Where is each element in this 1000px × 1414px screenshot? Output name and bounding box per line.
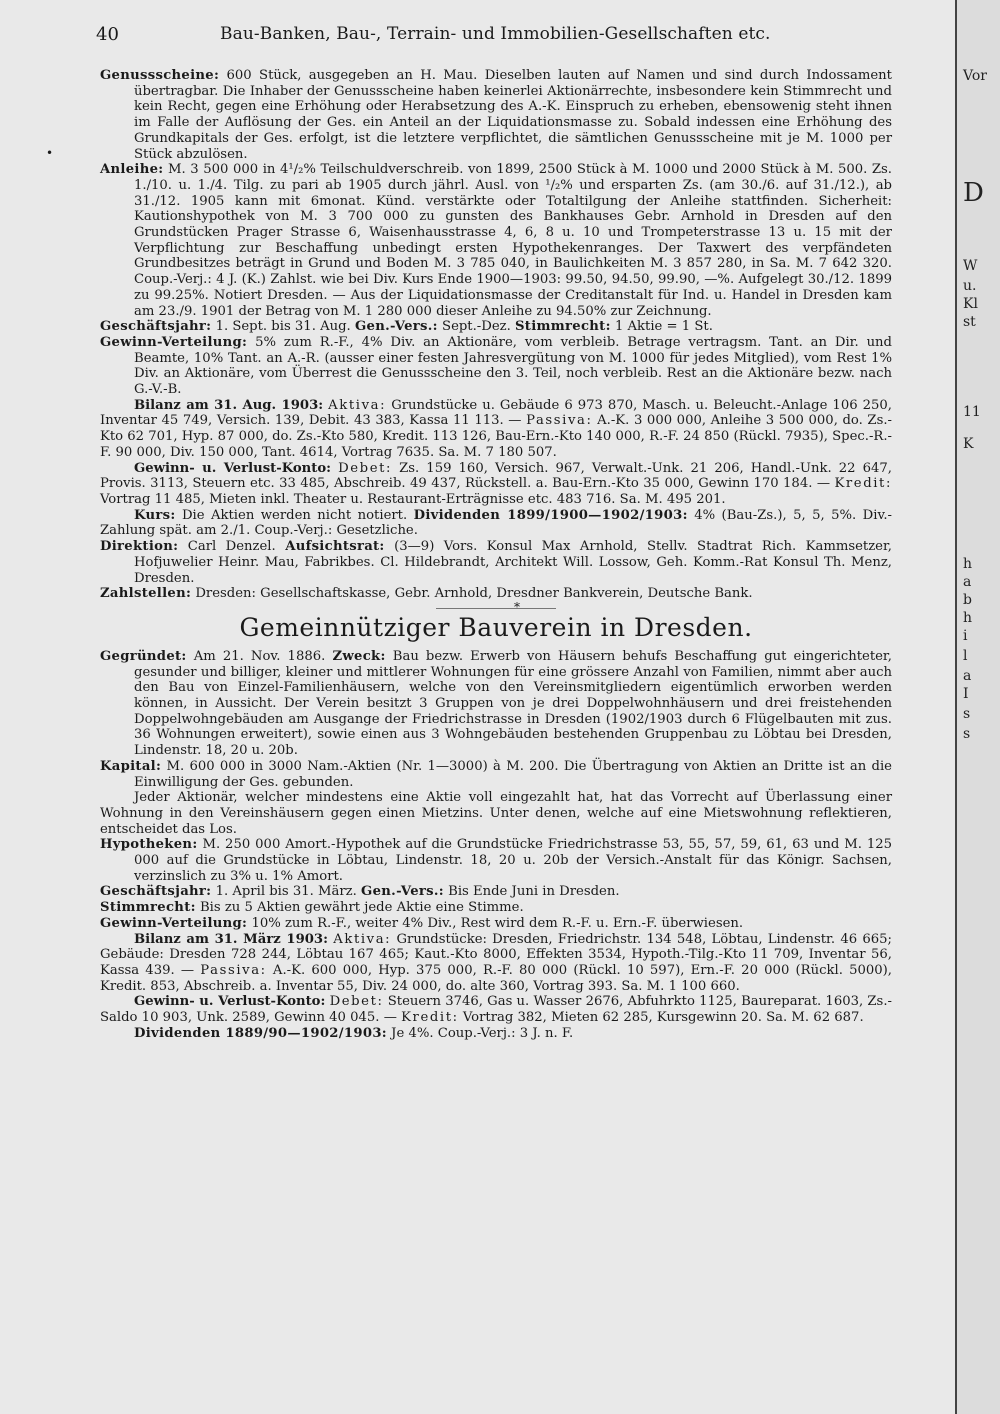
strip-fragment: D: [963, 178, 984, 208]
label-passiva: Passiva:: [526, 413, 593, 429]
adjacent-page-strip: [955, 0, 1000, 1414]
label-bilanz: Bilanz am 31. Aug. 1903:: [134, 397, 324, 413]
page-number: 40: [96, 24, 119, 45]
entry-bilanz: [100, 398, 892, 461]
entry-stimmrecht-2: [100, 900, 892, 916]
text-kapital: M. 600 000 in 3000 Nam.-Aktien (Nr. 1—3000) à M. 200. Die Übertragung von Aktien an Dritte ist an die Einwilligung der Ges. gebunden.: [134, 758, 892, 790]
page-content: [100, 68, 892, 1041]
label-stimmrecht-2: Stimmrecht:: [100, 900, 196, 916]
strip-fragment: i: [963, 628, 968, 644]
entry-zahlstellen: [100, 586, 892, 602]
text-gegruendet: Am 21. Nov. 1886.: [193, 648, 326, 664]
text-stimmrecht-2: Bis zu 5 Aktien gewährt jede Aktie eine Stimme.: [199, 900, 524, 916]
text-dividenden-2: Je 4%. Coup.-Verj.: 3 J. n. F.: [391, 1025, 574, 1041]
entry-hypotheken: [100, 837, 892, 884]
label-aufsichtsrat: Aufsichtsrat:: [285, 539, 385, 555]
divider-star: *: [514, 599, 520, 614]
text-genvers-2: Bis Ende Juni in Dresden.: [448, 884, 620, 900]
strip-fragment: st: [963, 314, 976, 330]
running-title: Bau-Banken, Bau-, Terrain- und Immobilien-Gesellschaften etc.: [220, 24, 771, 44]
entry-gegruendet: [100, 649, 892, 759]
text-stimmrecht: 1 Aktie = 1 St.: [614, 319, 713, 335]
text-aufsichtsrat: (3—9) Vors. Konsul Max Arnhold, Stellv. Stadtrat Rich. Kammsetzer, Hofjuwelier Heinr. Mau, Fabrikbes. Cl. Hildebrandt, Architekt Will. Lossow, Geh. Komm.-Rat Konsul Th. Menz, Dresden.: [134, 539, 892, 586]
entry-anleihe: [100, 162, 892, 319]
label-geschaeftsjahr: Geschäftsjahr:: [100, 319, 212, 335]
strip-fragment: b: [963, 592, 972, 608]
strip-fragment: a: [963, 574, 972, 590]
label-debet: Debet:: [338, 460, 393, 476]
label-kredit: Kredit:: [834, 476, 892, 492]
margin-mark: •: [46, 146, 54, 160]
text-geschaeftsjahr: 1. Sept. bis 31. Aug.: [215, 319, 351, 335]
entry-kurs: [100, 508, 892, 539]
section-divider: [436, 599, 556, 614]
label-aktiva-2: Aktiva:: [333, 931, 392, 947]
text-genvers: Sept.-Dez.: [442, 319, 511, 335]
entry-dividenden-2: [100, 1026, 892, 1042]
entry-genussscheine: [100, 68, 892, 162]
label-kredit-2: Kredit:: [401, 1010, 459, 1026]
label-zahlstellen: Zahlstellen:: [100, 586, 192, 602]
text-direktion: Carl Denzel.: [187, 539, 276, 555]
label-dividenden: Dividenden 1899/1900—1902/1903:: [413, 507, 688, 523]
label-gegruendet: Gegründet:: [100, 648, 187, 664]
entry-direktion: [100, 539, 892, 586]
strip-fragment: s: [963, 726, 971, 742]
label-zweck: Zweck:: [332, 648, 386, 664]
label-direktion: Direktion:: [100, 539, 179, 555]
text-kredit-2: Vortrag 382, Mieten 62 285, Kursgewinn 20. Sa. M. 62 687.: [462, 1010, 864, 1026]
text-kapital-para2: Jeder Aktionär, welcher mindestens eine Aktie voll eingezahlt hat, hat das Vorrecht auf Überlassung einer Wohnung in den Vereinshäusern gegen einen Mietzins. Unter denen, welche auf eine Mietswohnung reflektieren, entscheidet das Los.: [100, 790, 892, 837]
text-passiva-2: A.-K. 600 000, Hyp. 375 000, R.-F. 80 000 (Rückl. 10 597), Ern.-F. 20 000 (Rückl. 5000), Kredit. 853, Abschreib. a. Inventar 55, Div. 24 000, do. alte 360, Vortrag 393. Sa. M. 1 100 660.: [100, 962, 892, 994]
company-title: Gemeinnütziger Bauverein in Dresden.: [239, 612, 753, 642]
text-debet: Zs. 159 160, Versich. 967, Verwalt.-Unk. 21 206, Handl.-Unk. 22 647, Provis. 3113, Steuern etc. 33 485, Abschreib. 49 437, Rückstell. a. Bau-Ern.-Kto 35 000, Gewinn 170 184. —: [100, 460, 892, 492]
strip-fragment: Kl: [963, 296, 978, 312]
strip-fragment: 11: [963, 404, 981, 420]
entry-guv: [100, 461, 892, 508]
entry-guv-2: [100, 994, 892, 1025]
text-aktiva: Grundstücke u. Gebäude 6 973 870, Masch. u. Beleucht.-Anlage 106 250, Inventar 45 749, Versich. 139, Debit. 43 383, Kassa 11 113. —: [100, 397, 892, 429]
text-zweck: Bau bezw. Erwerb von Häusern behufs Beschaffung gut eingerichteter, gesunder und billiger, kleiner und mittlerer Wohnungen für eine grössere Anzahl von Familien, nimmt aber auch den Bau von Einzel-Familienhäusern, welche von den Vereinsmitgliedern eigentümlich erworben werden können, in Aussicht. Der Verein besitzt 3 Gruppen von je drei Doppelwohnhäusern und drei freistehenden Doppelwohngebäuden am Ausgange der Friedrichstrasse in Dresden (1902/1903 durch 6 Flügelbauten mit zus. 36 Wohnungen erweitert), sowie einen aus 3 Wohngebäuden bestehenden Gruppenbau zu Löbtau bei Dresden, Lindenstr. 18, 20 u. 20b.: [134, 648, 892, 759]
label-genvers-2: Gen.-Vers.:: [361, 884, 444, 900]
text-debet-2: Steuern 3746, Gas u. Wasser 2676, Abfuhrkto 1125, Baureparat. 1603, Zs.-Saldo 10 903, Unk. 2589, Gewinn 40 045. —: [100, 994, 892, 1026]
strip-fragment: I: [963, 686, 969, 702]
label-dividenden-2: Dividenden 1889/90—1902/1903:: [134, 1025, 387, 1041]
strip-fragment: W: [963, 258, 978, 274]
text-gewinn-verteilung-2: 10% zum R.-F., weiter 4% Div., Rest wird dem R.-F. u. Ern.-F. überwiesen.: [251, 915, 744, 931]
strip-fragment: h: [963, 610, 973, 626]
text-anleihe: M. 3 500 000 in 4¹/₂% Teilschuldverschreib. von 1899, 2500 Stück à M. 1000 und 2000 Stück à M. 500. Zs. 1./10. u. 1./4. Tilg. zu pari ab 1905 durch jährl. Ausl. von ¹/₂% und ersparten Zs. (am 30./6. auf 31./12.), ab 31./12. 1905 kann mit 6monat. Künd. verstärkte oder Totaltilgung der Anleihe stattfinden. Sicherheit: Kautionshypothek von M. 3 700 000 zu gunsten des Bankhauses Gebr. Arnhold in Dresden auf den Grundstücken Prager Strasse 6, Waisenhausstrasse 4, 6, 8 u. 10 und Trompeterstrasse 13 u. 15 mit der Verpflichtung zur Beschaffung unbedingt ersten Hypothekenranges. Der Taxwert des verpfändeten Grundbesitzes beträgt in Grund und Boden M. 3 785 040, in Baulichkeiten M. 3 857 280, in Sa. M. 7 642 320. Coup.-Verj.: 4 J. (K.) Zahlst. wie bei Div. Kurs Ende 1900—1903: 99.50, 94.50, 99.90, —%. Aufgelegt 30./12. 1899 zu 99.25%. Notiert Dresden. — Aus der Liquidationsmasse der Creditanstalt für Ind. u. Handel in Dresden kam am 23./9. 1901 der Betrag von M. 1 280 000 dieser Anleihe zu 94.50% zur Zeichnung.: [134, 162, 892, 319]
strip-fragment: K: [963, 436, 974, 452]
text-zahlstellen: Dresden: Gesellschaftskasse, Gebr. Arnhold, Dresdner Bankverein, Deutsche Bank.: [195, 586, 753, 602]
label-anleihe: Anleihe:: [100, 162, 164, 178]
label-kurs: Kurs:: [134, 507, 176, 523]
label-stimmrecht: Stimmrecht:: [514, 319, 611, 335]
label-genvers: Gen.-Vers.:: [354, 319, 438, 335]
entry-kapital: [100, 759, 892, 790]
label-guv-2: Gewinn- u. Verlust-Konto:: [134, 994, 326, 1010]
text-dividenden: 4% (Bau-Zs.), 5, 5, 5%. Div.-Zahlung spät. am 2./1. Coup.-Verj.: Gesetzliche.: [100, 507, 892, 539]
label-hypotheken: Hypotheken:: [100, 837, 198, 853]
text-hypotheken: M. 250 000 Amort.-Hypothek auf die Grundstücke Friedrichstrasse 53, 55, 57, 59, 61, 63 und M. 125 000 auf die Grundstücke in Löbtau, Lindenstr. 18, 20 u. 20b der Versich.-Anstalt für das Königr. Sachsen, verzinslich zu 3% u. 1% Amort.: [134, 837, 892, 884]
label-genussscheine: Genussscheine:: [100, 68, 220, 83]
label-debet-2: Debet:: [329, 994, 384, 1010]
text-aktiva-2: Grundstücke: Dresden, Friedrichstr. 134 548, Löbtau, Lindenstr. 46 665; Gebäude: Dresden 728 244, Löbtau 167 465; Kaut.-Kto 8000, Effekten 3534, Hypoth.-Tilg.-Kto 11 709, Inventar 56, Kassa 439. —: [100, 931, 892, 978]
label-gewinn-verteilung-2: Gewinn-Verteilung:: [100, 915, 248, 931]
strip-fragment: l: [963, 648, 968, 664]
text-kurs: Die Aktien werden nicht notiert.: [181, 507, 408, 523]
label-geschaeftsjahr-2: Geschäftsjahr:: [100, 884, 212, 900]
text-genussscheine: 600 Stück, ausgegeben an H. Mau. Dieselben lauten auf Namen und sind durch Indossament übertragbar. Die Inhaber der Genussscheine haben keinerlei Aktionärrechte, insbesondere kein Stimmrecht und kein Recht, gegen eine Erhöhung oder Herabsetzung des A.-K. Einspruch zu erheben, ebensowenig steht ihnen im Falle der Auflösung der Ges. ein Anteil an der Liquidationsmasse zu. Sobald indessen eine Erhöhung des Grundkapitals der Ges. erfolgt, ist die letztere verpflichtet, die sämtlichen Genussscheine mit je M. 1000 per Stück abzulösen.: [134, 68, 892, 162]
label-bilanz-2: Bilanz am 31. März 1903:: [134, 931, 328, 947]
entry-geschaeftsjahr: [100, 319, 892, 335]
label-aktiva: Aktiva:: [328, 397, 387, 413]
strip-fragment: a: [963, 668, 972, 684]
label-passiva-2: Passiva:: [200, 962, 267, 978]
text-geschaeftsjahr-2: 1. April bis 31. März.: [215, 884, 357, 900]
text-gewinn-verteilung: 5% zum R.-F., 4% Div. an Aktionäre, vom verbleib. Betrage vertragsm. Tant. an Dir. und Beamte, 10% Tant. an A.-R. (ausser einer festen Jahresvergütung von M. 1000 für jedes Mitglied), vom Rest 1% Div. an Aktionäre, vom Überrest die Genussscheine den 3. Teil, noch verbleib. Rest an die Aktionäre bezw. nach G.-V.-B.: [134, 334, 892, 398]
label-kapital: Kapital:: [100, 758, 162, 774]
label-gewinn-verteilung: Gewinn-Verteilung:: [100, 334, 248, 350]
entry-kapital-para2: [100, 790, 892, 837]
entry-gewinn-verteilung-2: [100, 916, 892, 932]
text-passiva: A.-K. 3 000 000, Anleihe 3 500 000, do. Zs.-Kto 62 701, Hyp. 87 000, do. Zs.-Kto 580, Kredit. 113 126, Bau-Ern.-Kto 140 000, R.-F. 24 850 (Rückl. 7935), Spec.-R.-F. 90 000, Div. 150 000, Tant. 4614, Vortrag 7635. Sa. M. 7 180 507.: [100, 413, 892, 460]
strip-fragment: s: [963, 706, 971, 722]
page-header: [96, 24, 906, 46]
label-guv: Gewinn- u. Verlust-Konto:: [134, 460, 332, 476]
text-kredit: Vortrag 11 485, Mieten inkl. Theater u. Restaurant-Erträgnisse etc. 483 716. Sa. M. 495 201.: [100, 491, 726, 507]
strip-fragment: Vor: [963, 68, 987, 84]
entry-geschaeftsjahr-2: [100, 884, 892, 900]
entry-bilanz-2: [100, 932, 892, 995]
strip-fragment: h: [963, 556, 973, 572]
entry-gewinn-verteilung: [100, 335, 892, 398]
strip-fragment: u.: [963, 278, 977, 294]
